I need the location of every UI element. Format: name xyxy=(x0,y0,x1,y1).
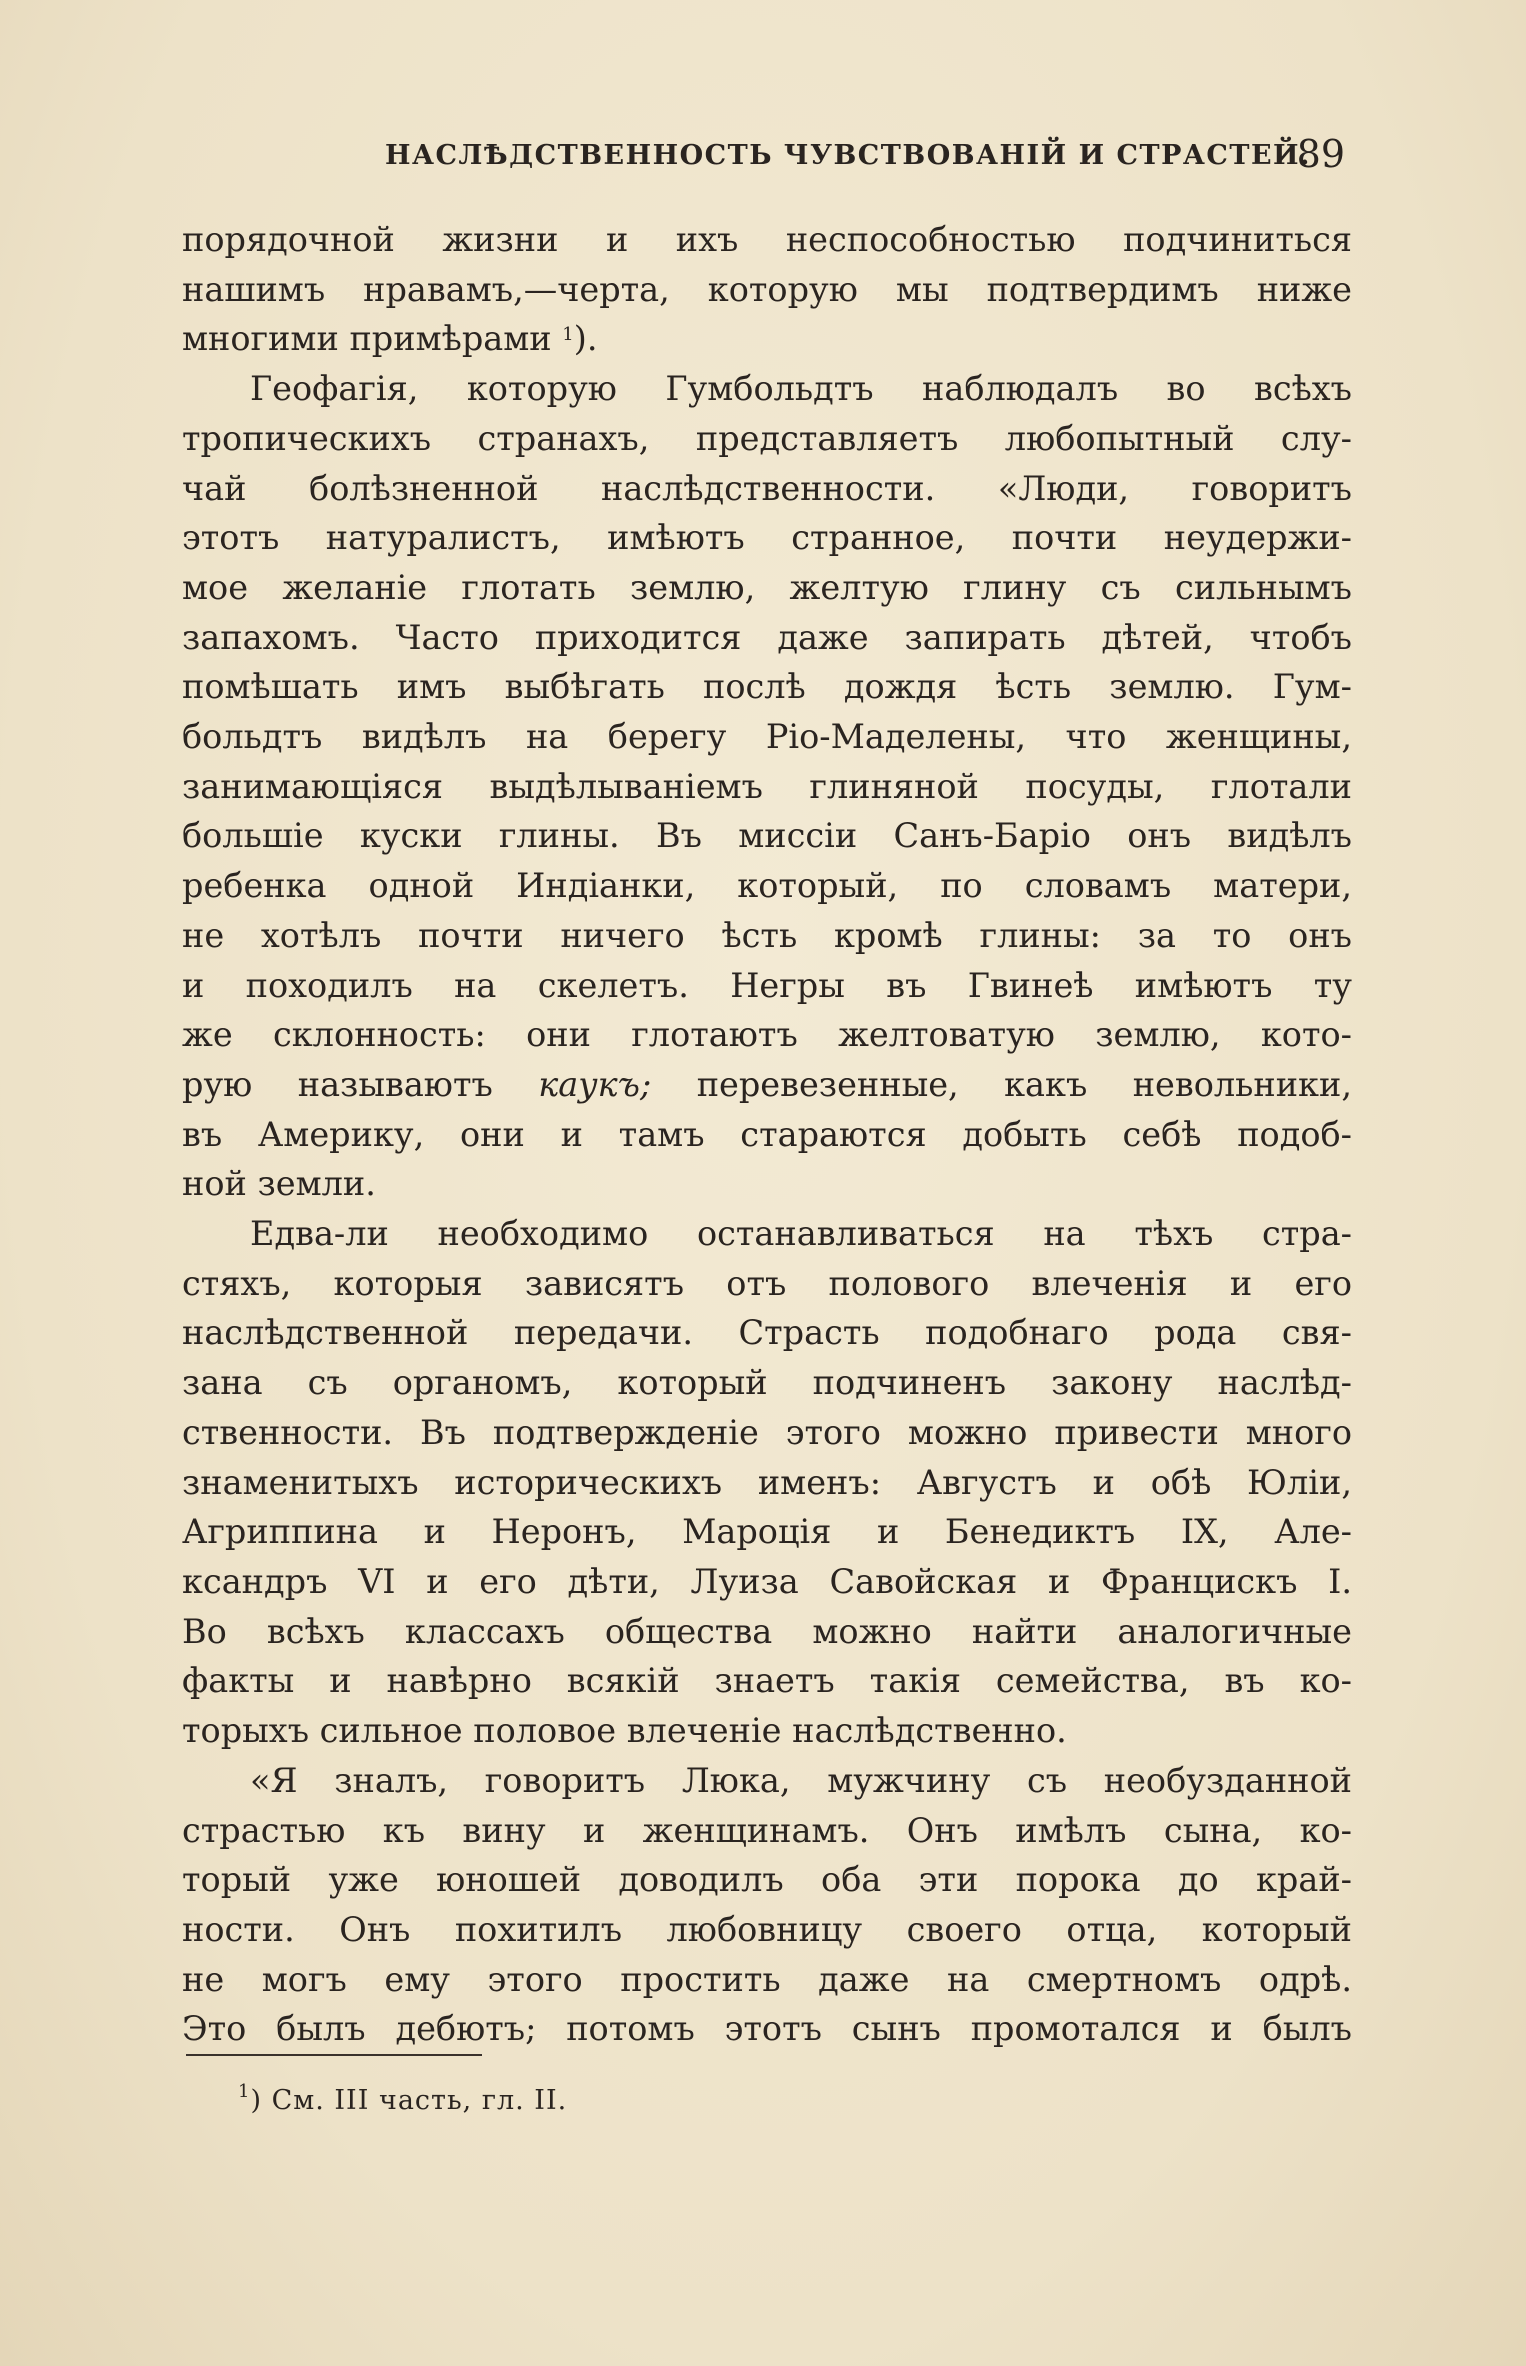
footnote-text: ) См. III часть, гл. II. xyxy=(250,2085,568,2116)
paragraph xyxy=(182,1209,1352,1756)
page-number: 89 xyxy=(1296,132,1345,176)
text-line: запахомъ. Часто приходится даже запирать дѣтей, чтобъ xyxy=(182,617,1352,657)
footnote-marker: 1 xyxy=(238,2081,251,2102)
text-fragment: рую называютъ xyxy=(182,1064,493,1104)
text-line: страстью къ вину и женщинамъ. Онъ имѣлъ сына, ко- xyxy=(182,1810,1352,1850)
italic-term: каукъ; xyxy=(538,1064,652,1104)
text-line: этотъ натуралистъ, имѣютъ странное, почти неудержи- xyxy=(182,518,1352,558)
text-line: не хотѣлъ почти ничего ѣсть кромѣ глины: за то онъ xyxy=(182,915,1352,955)
text-line: Едва-ли необходимо останавливаться на тѣхъ стра- xyxy=(250,1214,1352,1254)
text-fragment: многими примѣрами xyxy=(182,319,552,359)
text-line: Это былъ дебютъ; потомъ этотъ сынъ промотался и былъ xyxy=(182,2009,1352,2049)
running-head: НАСЛѢДСТВЕННОСТЬ ЧУВСТВОВАНІЙ И СТРАСТЕЙ. xyxy=(385,140,1311,171)
text-line: большіе куски глины. Въ миссіи Санъ-Баріо онъ видѣлъ xyxy=(182,816,1352,856)
text-line xyxy=(182,314,1352,364)
text-line: Во всѣхъ классахъ общества можно найти аналогичные xyxy=(182,1611,1352,1651)
text-line xyxy=(182,1060,1352,1110)
text-line: ности. Онъ похитилъ любовницу своего отца, который xyxy=(182,1909,1352,1949)
footnote-ref-close: ). xyxy=(573,319,598,359)
text-line: порядочной жизни и ихъ неспособностью подчиниться xyxy=(182,220,1352,259)
text-line: же склонность: они глотаютъ желтоватую землю, кото- xyxy=(182,1015,1352,1055)
page-header xyxy=(385,132,1345,182)
text-line: нашимъ нравамъ,—черта, которую мы подтвердимъ ниже xyxy=(182,269,1352,309)
text-line: ной земли. xyxy=(182,1164,376,1204)
text-line: чай болѣзненной наслѣдственности. «Люди, говоритъ xyxy=(182,468,1352,508)
paragraph xyxy=(182,1756,1352,2054)
text-line: Агриппина и Неронъ, Мароція и Бенедиктъ IX, Але- xyxy=(182,1512,1352,1552)
footnote-divider xyxy=(186,2054,482,2056)
text-line: знаменитыхъ историческихъ именъ: Августъ и обѣ Юліи, xyxy=(182,1462,1352,1502)
text-line: больдтъ видѣлъ на берегу Ріо-Маделены, что женщины, xyxy=(182,717,1352,757)
text-line: Геофагія, которую Гумбольдтъ наблюдалъ во всѣхъ xyxy=(250,369,1352,409)
text-line: ребенка одной Индіанки, который, по словамъ матери, xyxy=(182,866,1352,906)
text-line: наслѣдственной передачи. Страсть подобнаго рода свя- xyxy=(182,1313,1352,1353)
text-line: торыхъ сильное половое влеченіе наслѣдственно. xyxy=(182,1711,1067,1751)
text-line: не могъ ему этого простить даже на смертномъ одрѣ. xyxy=(182,1959,1352,1999)
text-line: мое желаніе глотать землю, желтую глину съ сильнымъ xyxy=(182,567,1352,607)
footnote-ref: 1 xyxy=(562,324,574,346)
text-line: ксандръ VI и его дѣти, Луиза Савойская и Францискъ I. xyxy=(182,1561,1352,1601)
text-line: занимающіяся выдѣлываніемъ глиняной посуды, глотали xyxy=(182,766,1352,806)
text-line: помѣшать имъ выбѣгать послѣ дождя ѣсть землю. Гум- xyxy=(182,667,1352,707)
text-line: торый уже юношей доводилъ оба эти порока до край- xyxy=(182,1860,1352,1900)
text-line: ственности. Въ подтвержденіе этого можно привести много xyxy=(182,1412,1352,1452)
body-text xyxy=(182,215,1352,2054)
footnote xyxy=(238,2081,568,2116)
text-fragment: перевезенные, какъ невольники, xyxy=(696,1064,1352,1104)
text-line: «Я зналъ, говоритъ Люка, мужчину съ необузданной xyxy=(250,1760,1352,1800)
text-line: стяхъ, которыя зависятъ отъ полового влеченія и его xyxy=(182,1263,1352,1303)
paragraph xyxy=(182,215,1352,364)
text-line: въ Америку, они и тамъ стараются добыть себѣ подоб- xyxy=(182,1114,1352,1154)
text-line: зана съ органомъ, который подчиненъ закону наслѣд- xyxy=(182,1363,1352,1403)
text-line: и походилъ на скелетъ. Негры въ Гвинеѣ имѣютъ ту xyxy=(182,965,1352,1005)
text-line: тропическихъ странахъ, представляетъ любопытный слу- xyxy=(182,418,1352,458)
paragraph xyxy=(182,364,1352,1209)
text-line: факты и навѣрно всякій знаетъ такія семейства, въ ко- xyxy=(182,1661,1352,1701)
